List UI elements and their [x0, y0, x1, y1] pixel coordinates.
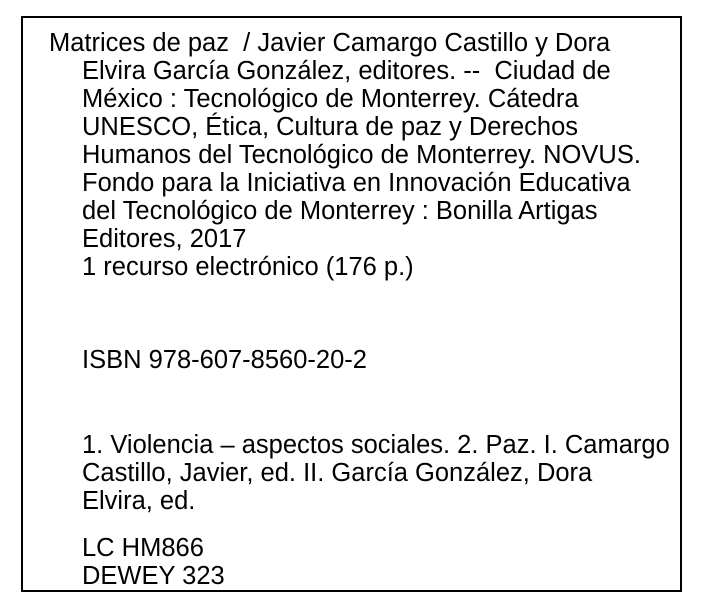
subject-tracing-line: Castillo, Javier, ed. II. García González, Dora: [82, 459, 593, 487]
title-statement-line: Matrices de paz / Javier Camargo Castillo y Dora: [49, 29, 611, 57]
classification-paragraph: [23, 534, 680, 590]
subject-tracing-line: 1. Violencia – aspectos sociales. 2. Paz. I. Camargo: [82, 431, 670, 459]
main-entry-paragraph: [23, 29, 680, 281]
isbn-paragraph: [23, 346, 680, 374]
main-entry-line: UNESCO, Ética, Cultura de paz y Derechos: [82, 113, 579, 141]
dewey-number: DEWEY 323: [82, 562, 225, 590]
main-entry-line: Elvira García González, editores. -- Ciudad de: [82, 57, 611, 85]
cip-record-box: [21, 16, 682, 592]
main-entry-line: Humanos del Tecnológico de Monterrey. NOVUS.: [82, 141, 641, 169]
main-entry-line: del Tecnológico de Monterrey : Bonilla Artigas: [82, 197, 598, 225]
main-entry-line: Fondo para la Iniciativa en Innovación Educativa: [82, 169, 631, 197]
subject-tracing-line: Elvira, ed.: [82, 487, 196, 515]
lc-call-number: LC HM866: [82, 534, 204, 562]
main-entry-line: Editores, 2017: [82, 225, 247, 253]
isbn-line: ISBN 978-607-8560-20-2: [82, 346, 367, 374]
subject-tracing-paragraph: [23, 431, 680, 515]
physical-description-line: 1 recurso electrónico (176 p.): [82, 253, 414, 281]
main-entry-line: México : Tecnológico de Monterrey. Cátedra: [82, 85, 579, 113]
